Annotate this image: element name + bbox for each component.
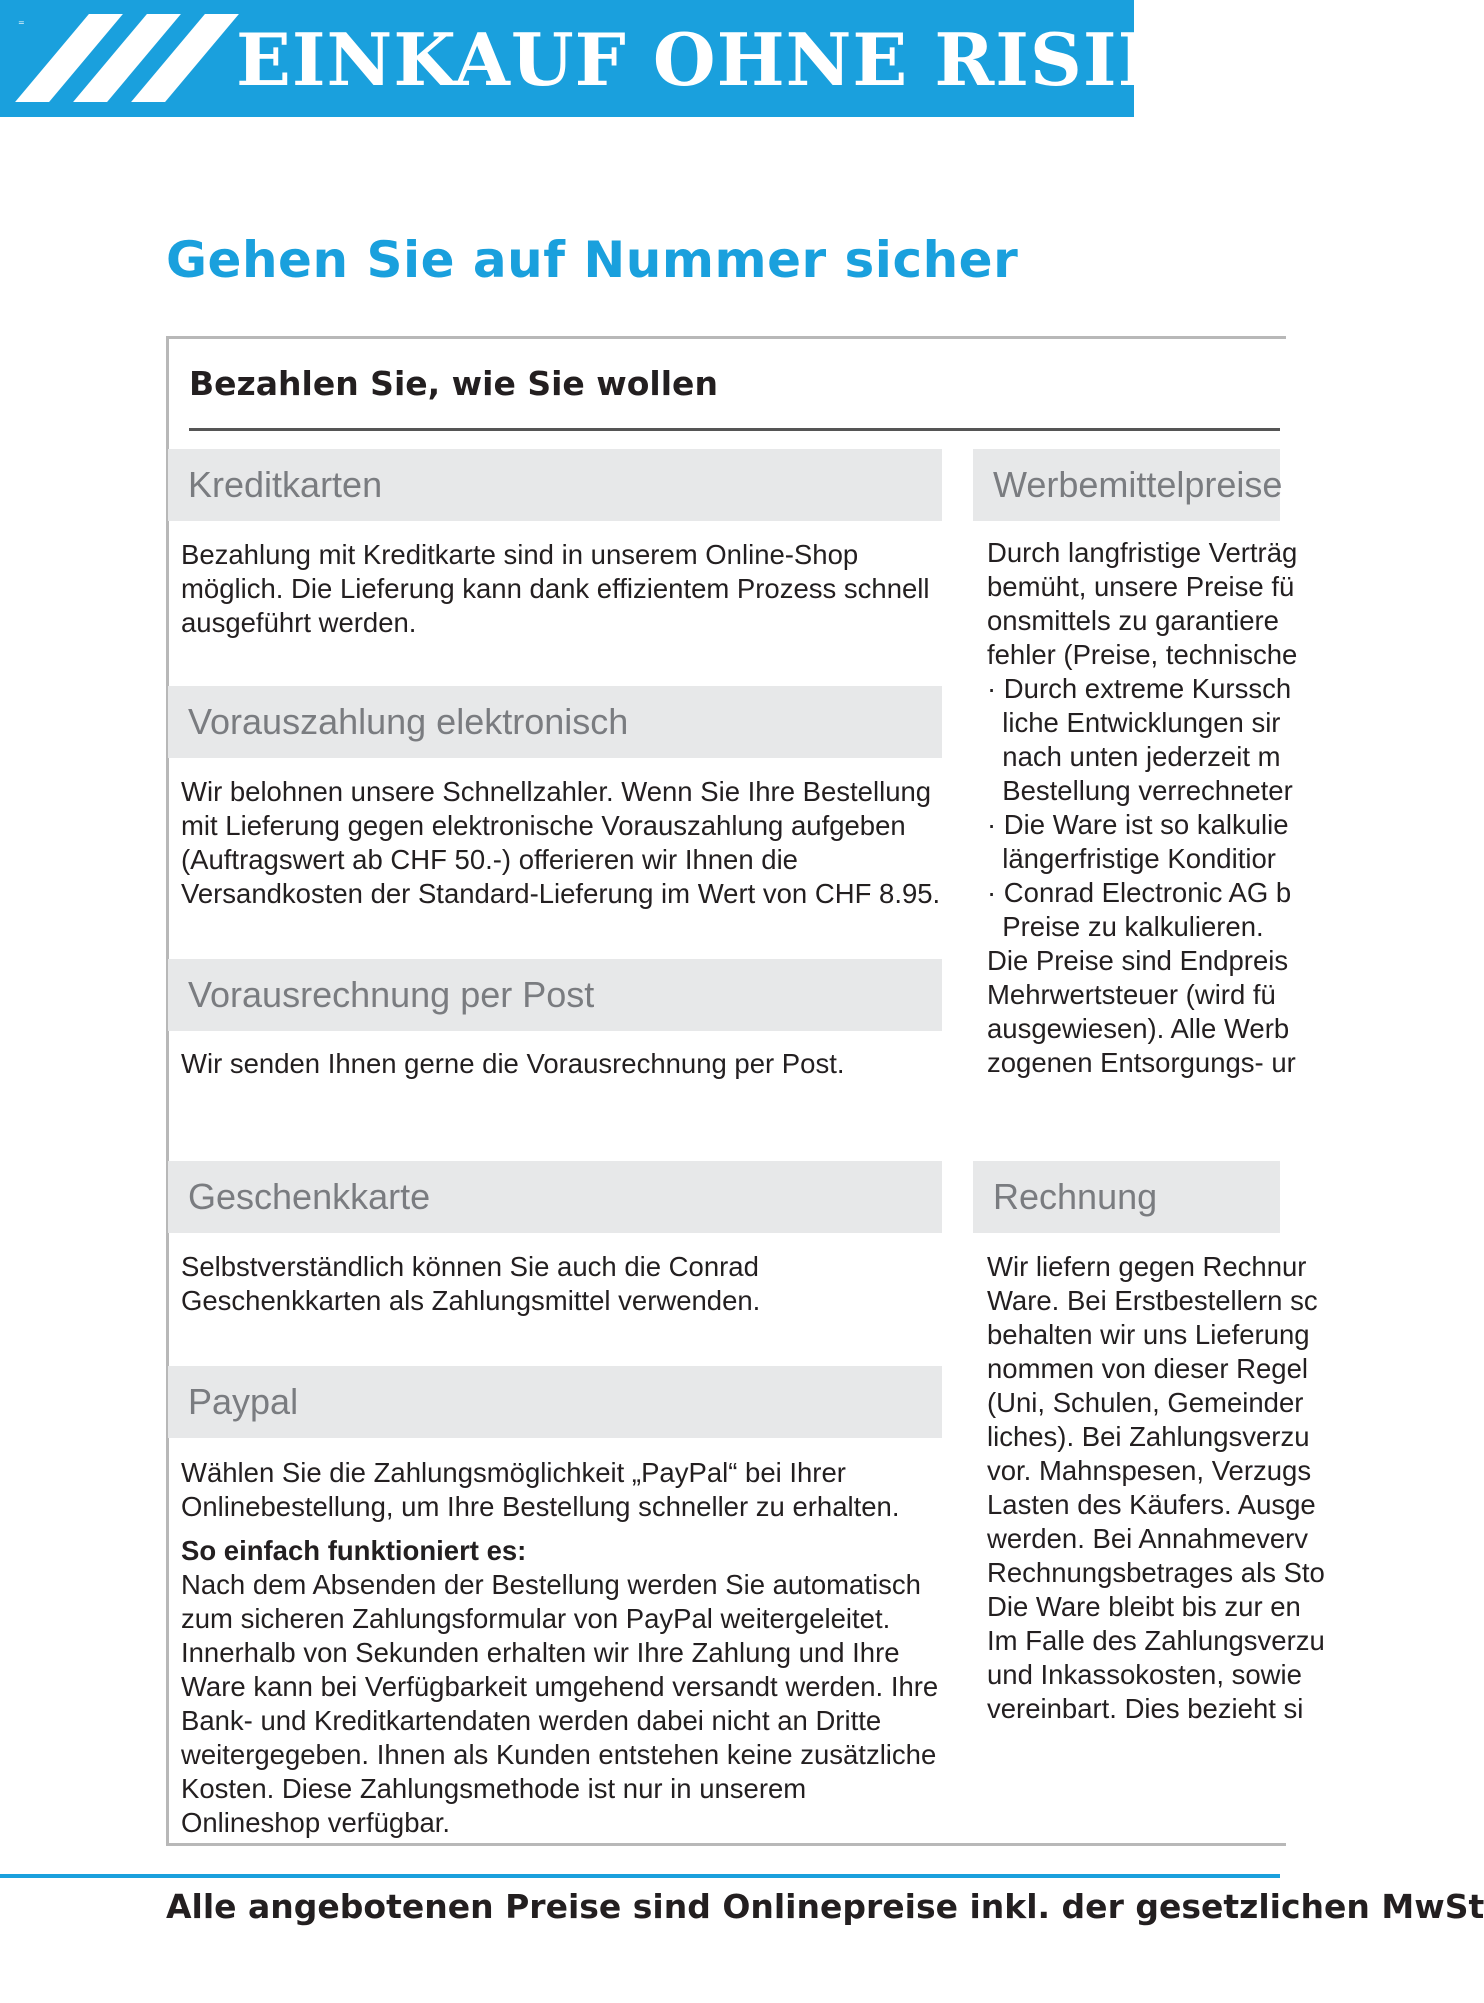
section-text-werbemittelpreise: Durch langfristige Verträg bemüht, unsere Preise fü onsmittels zu garantiere fehler (Preise, technische · Durch extreme Kurssch liche Entwicklungen sir nach unten jederzeit m Bestellung verrechneter · Die Ware ist so kalkulie längerfristige Konditior · Conrad Electronic AG b Preise zu kalkulieren. Die Preise sind Endpreis Mehrwertsteuer (wird fü ausgewiesen). Alle Werb zogenen Entsorgungs- ur <box>987 537 1298 1078</box>
paypal-subheading: So einfach funktioniert es: <box>181 1535 527 1566</box>
section-header-rechnung: Rechnung <box>973 1161 1280 1233</box>
header-banner <box>0 0 1243 117</box>
divider <box>189 428 1280 431</box>
section-header-vorausrechnung: Vorausrechnung per Post <box>168 959 942 1031</box>
section-text-rechnung: Wir liefern gegen Rechnur Ware. Bei Erstbestellern sc behalten wir uns Lieferung nommen von dieser Regel (Uni, Schulen, Gemeinder liches). Bei Zahlungsverzu vor. Mahnspesen, Verzugs Lasten des Käufers. Ausge werden. Bei Annahmeverv Rechnungsbetrages als Sto Die Ware bleibt bis zur en Im Falle des Zahlungsverzu und Inkassokosten, sowie vereinbart. Dies bezieht si <box>987 1251 1325 1724</box>
section-text-vorauszahlung: Wir belohnen unsere Schnellzahler. Wenn Sie Ihre Bestellung mit Lieferung gegen elektronische Vorauszahlung aufgeben (Auftragswert ab CHF 50.-) offerieren wir Ihnen die Versandkosten der Standard-Lieferung im Wert von CHF 8.95. <box>181 776 941 909</box>
corner-mark: = <box>18 18 25 27</box>
section-text-geschenkkarte: Selbstverständlich können Sie auch die Conrad Geschenkkarten als Zahlungsmittel verwenden. <box>181 1251 761 1316</box>
footer-divider <box>0 1874 1280 1878</box>
section-text-vorausrechnung: Wir senden Ihnen gerne die Vorausrechnung per Post. <box>181 1048 845 1079</box>
section-header-vorauszahlung: Vorauszahlung elektronisch <box>168 686 942 758</box>
section-header-paypal: Paypal <box>168 1366 942 1438</box>
section-header-werbemittelpreise: Werbemittelpreise <box>973 449 1280 521</box>
section-text-kreditkarten: Bezahlung mit Kreditkarte sind in unserem Online-Shop möglich. Die Lieferung kann dank effizientem Prozess schnell ausgeführt werden. <box>181 539 930 638</box>
page-title: Gehen Sie auf Nummer sicher <box>166 231 1019 289</box>
panel-heading: Bezahlen Sie, wie Sie wollen <box>189 364 718 403</box>
section-header-geschenkkarte: Geschenkkarte <box>168 1161 942 1233</box>
footer-note: Alle angebotenen Preise sind Onlinepreise inkl. der gesetzlichen MwSt <box>166 1887 1484 1926</box>
banner-title: EINKAUF OHNE RISIKO <box>236 17 1243 102</box>
paypal-details: Nach dem Absenden der Bestellung werden Sie automatisch zum sicheren Zahlungsformular von PayPal weitergeleitet. Innerhalb von Sekunden erhalten wir Ihre Zahlung und Ihre Ware kann bei Verfügbarkeit umgehend versandt werden. Ihre Bank- und Kreditkartendaten werden dabei nicht an Dritte weitergegeben. Ihnen als Kunden entstehen keine zusätzliche Kosten. Diese Zahlungsmethode ist nur in unserem Onlineshop verfügbar. <box>181 1569 939 1838</box>
section-text-paypal: Wählen Sie die Zahlungsmöglichkeit „PayPal“ bei Ihrer Onlinebestellung, um Ihre Bestellung schneller zu erhalten. So einfach funktioniert es: Nach dem Absenden der Bestellung werden Sie automatisch zum sicheren Zahlungsformular von PayPal weitergeleitet. Innerhalb von Sekunden erhalten wir Ihre Zahlung und Ihre Ware kann bei Verfügbarkeit umgehend versandt werden. Ihre Bank- und Kreditkartendaten werden dabei nicht an Dritte weitergegeben. Ihnen als Kunden entstehen keine zusätzliche Kosten. Diese Zahlungsmethode ist nur in unserem Onlineshop verfügbar. <box>181 1456 943 1840</box>
section-header-kreditkarten: Kreditkarten <box>168 449 942 521</box>
